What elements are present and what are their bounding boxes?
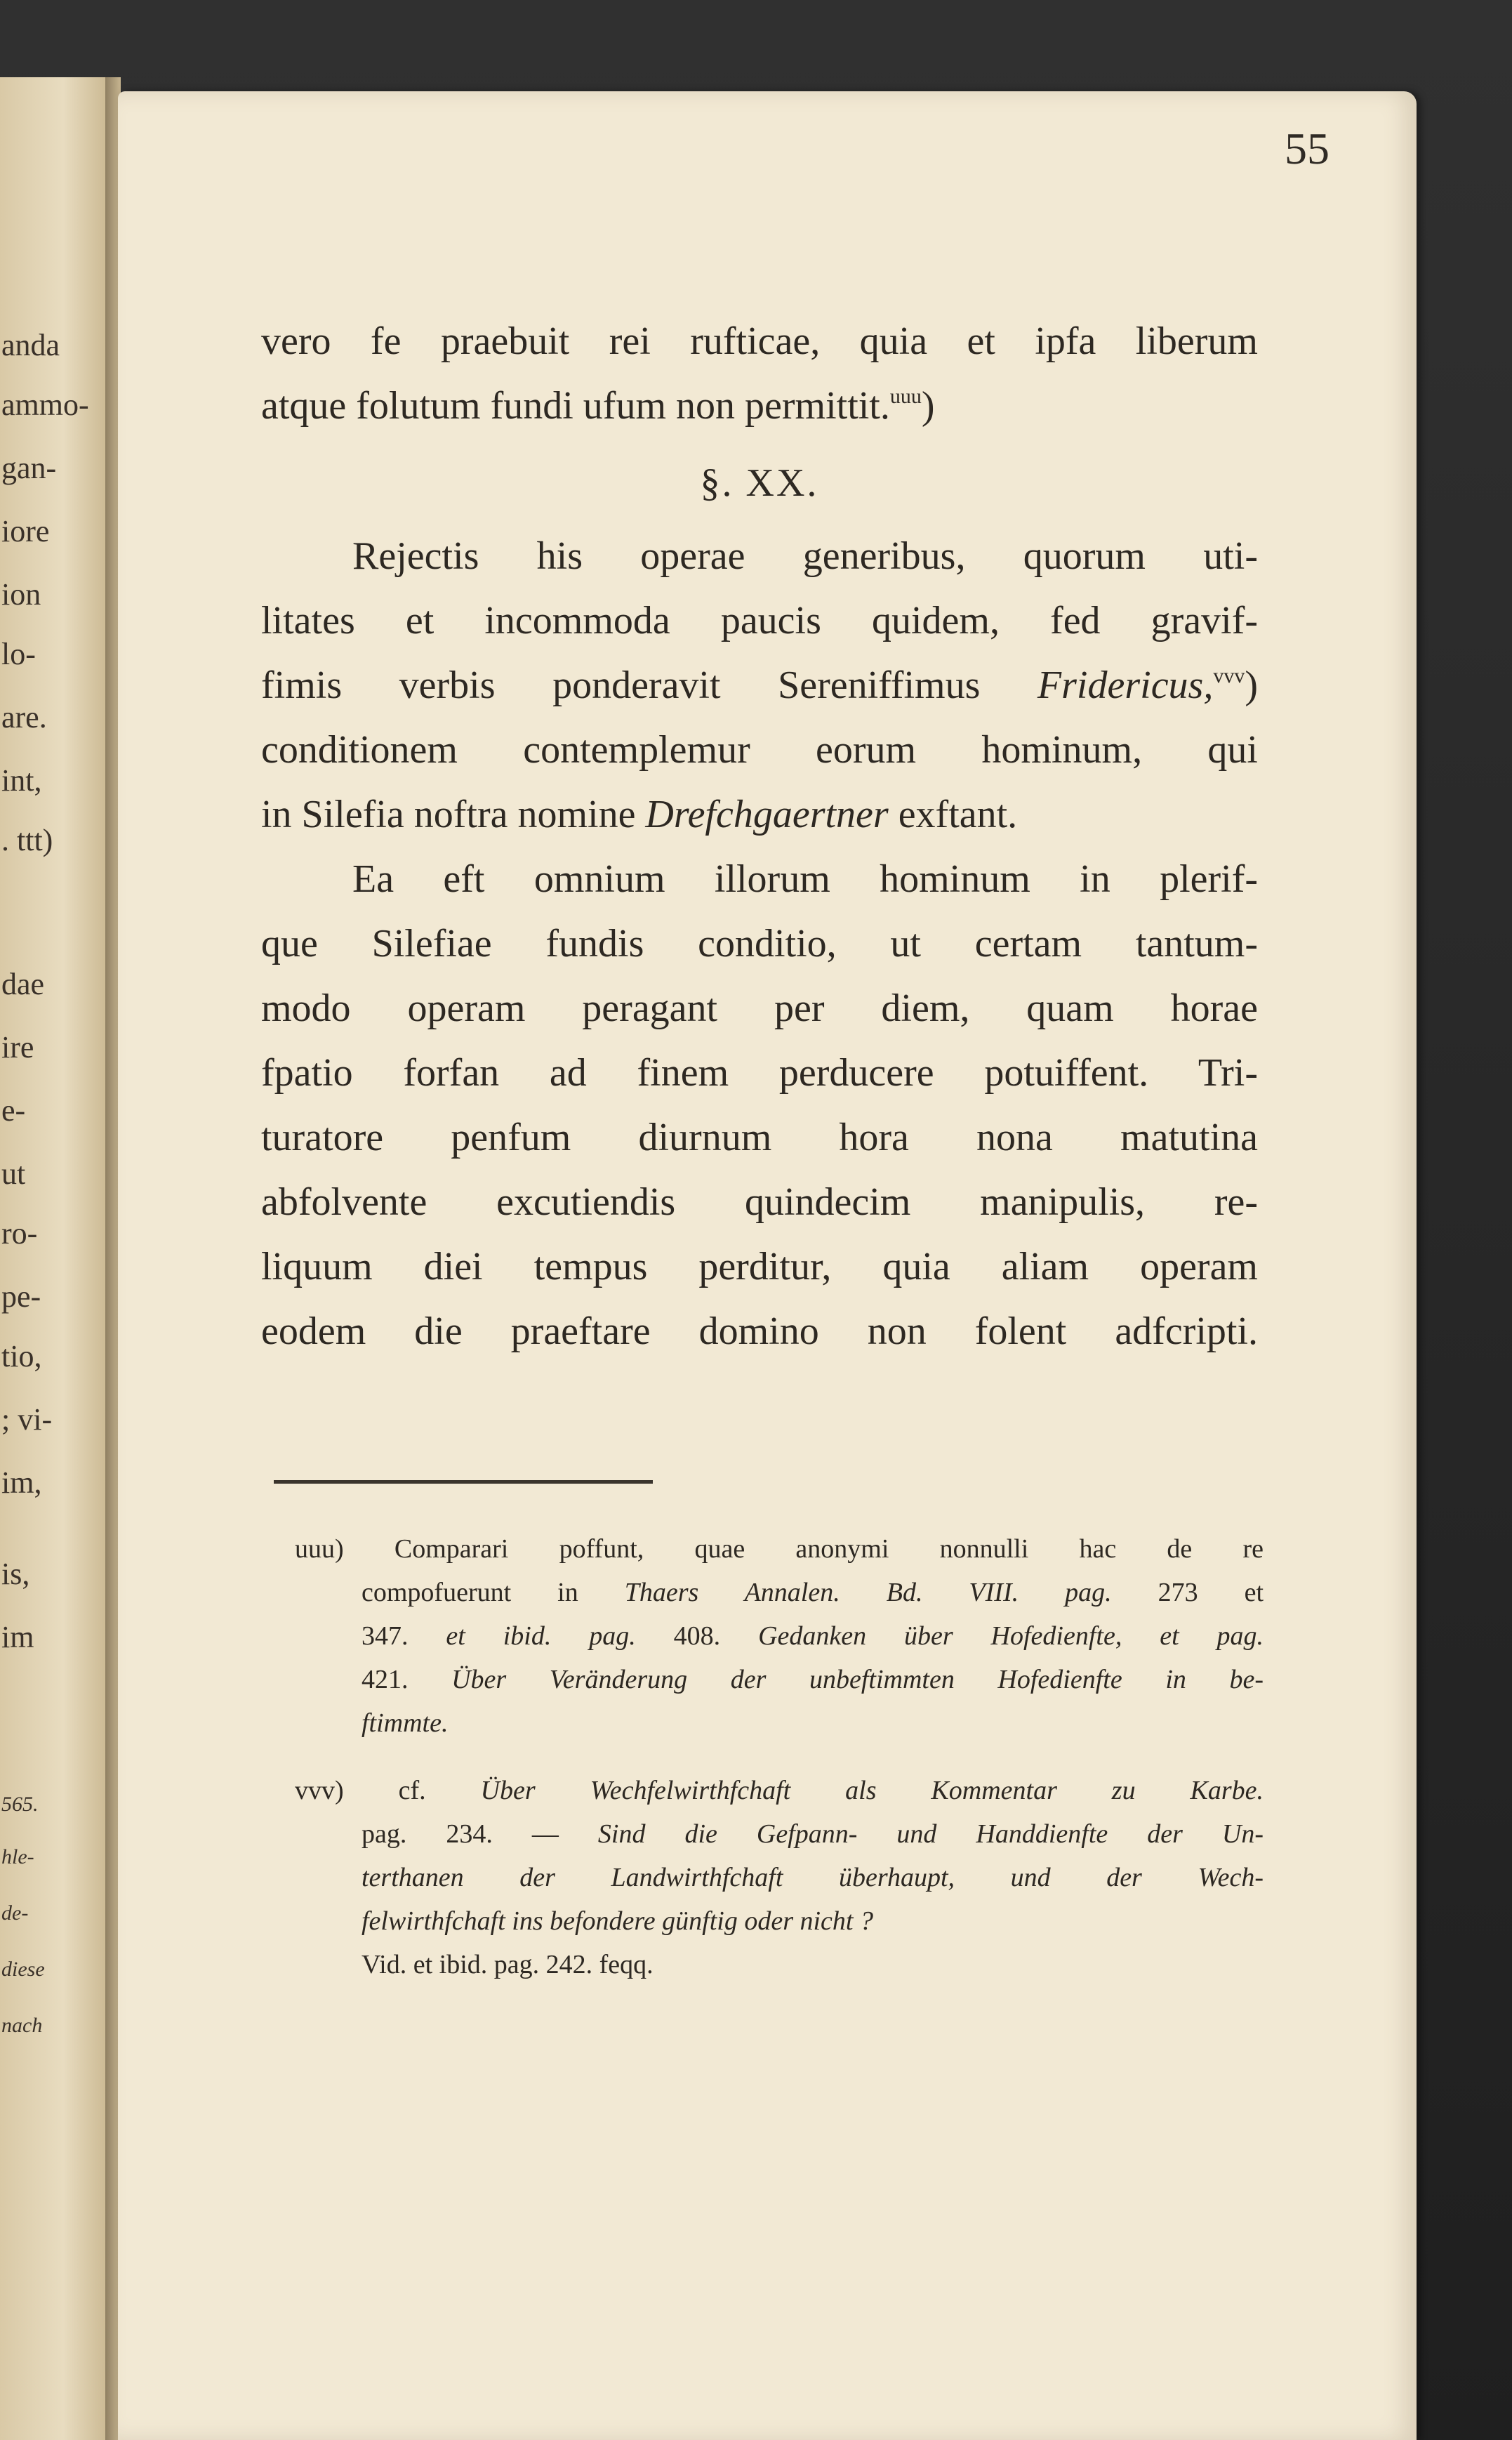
text-line: fimis verbis ponderavit Sereniffimus Fridericus,$^{vvv}$)	[261, 664, 1258, 707]
footnote-line: uuu) Comparari poffunt, quae anonymi nonnulli hac de re	[295, 1534, 1264, 1564]
left-fragment: ire	[1, 1030, 34, 1064]
text-line: litates et incommoda paucis quidem, fed gravif-	[261, 599, 1258, 642]
left-fragment: pe-	[1, 1279, 41, 1314]
text-line: fpatio forfan ad finem perducere potuiffent. Tri-	[261, 1051, 1258, 1095]
text-line: Ea eft omnium illorum hominum in plerif-	[352, 857, 1258, 901]
left-fragment: 565.	[1, 1793, 39, 1816]
section-heading: §. XX.	[700, 461, 819, 505]
footnote-line: 421. Über Veränderung der unbeftimmten Hofedienfte in be-	[362, 1665, 1264, 1694]
left-fragment: ut	[1, 1156, 26, 1191]
left-fragment: im,	[1, 1465, 42, 1500]
footnote-uuu	[295, 1527, 1264, 1745]
text-line: in Silefia noftra nomine Drefchgaertner exftant.	[261, 793, 1018, 836]
left-fragment: de-	[1, 1901, 29, 1925]
footnote-line: compofuerunt in Thaers Annalen. Bd. VIII. pag. 273 et	[362, 1578, 1264, 1607]
left-fragment: ammo-	[1, 388, 89, 422]
left-fragment: e-	[1, 1093, 26, 1128]
left-fragment: lo-	[1, 637, 36, 671]
text-line: que Silefiae fundis conditio, ut certam tantum-	[261, 922, 1258, 965]
left-fragment: ion	[1, 577, 41, 612]
footnote-ref-vvv: vvv	[1213, 664, 1245, 687]
footnote-line: terthanen der Landwirthfchaft überhaupt, und der Wech-	[362, 1863, 1264, 1892]
left-page-fragment	[0, 77, 105, 2440]
left-fragment: im	[1, 1620, 34, 1654]
left-fragment: . ttt)	[1, 823, 53, 857]
left-fragment: int,	[1, 763, 42, 798]
text-line: modo operam peragant per diem, quam horae	[261, 987, 1258, 1030]
text-line: atque folutum fundi ufum non permittit.$^{uuu}$)	[261, 384, 935, 428]
left-fragment: anda	[1, 328, 60, 362]
footnote-line: ftimmte.	[362, 1708, 449, 1738]
footnote-line: pag. 234. — Sind die Gefpann- und Handdienfte der Un-	[362, 1819, 1264, 1849]
left-fragment: hle-	[1, 1845, 34, 1868]
left-fragment: is,	[1, 1557, 30, 1591]
left-fragment: gan-	[1, 451, 57, 485]
left-fragment: diese	[1, 1958, 45, 1981]
footnote-line: felwirthfchaft ins befondere günftig oder nicht ?	[362, 1906, 873, 1936]
left-fragment: ro-	[1, 1216, 38, 1251]
text-line: eodem die praeftare domino non folent adfcripti.	[261, 1310, 1258, 1353]
text-line: vero fe praebuit rei rufticae, quia et ipfa liberum	[261, 319, 1258, 363]
text-line: conditionem contemplemur eorum hominum, qui	[261, 728, 1258, 772]
footnotes	[295, 1527, 1264, 2010]
left-fragment: tio,	[1, 1339, 42, 1373]
left-fragment: iore	[1, 514, 50, 548]
text-line: Rejectis his operae generibus, quorum uti-	[352, 534, 1258, 578]
footnote-line: Vid. et ibid. pag. 242. feqq.	[362, 1950, 654, 1979]
page-number: 55	[1285, 124, 1329, 173]
footnote-vvv	[295, 1769, 1264, 1986]
text-line: turatore penfum diurnum hora nona matutina	[261, 1116, 1258, 1159]
term-drefchgaertner: Drefchgaertner	[645, 793, 889, 836]
footnote-line: 347. et ibid. pag. 408. Gedanken über Hofedienfte, et pag.	[362, 1621, 1264, 1651]
left-fragment: are.	[1, 700, 47, 734]
footnote-line: vvv) cf. Über Wechfelwirthfchaft als Kommentar zu Karbe.	[295, 1776, 1264, 1805]
footnote-ref-uuu: uuu	[889, 385, 922, 408]
text-line: liquum diei tempus perditur, quia aliam operam	[261, 1245, 1258, 1288]
name-fridericus: Fridericus,	[1037, 664, 1214, 707]
footnote-separator	[274, 1480, 653, 1484]
main-text	[261, 309, 1258, 1364]
left-fragment: dae	[1, 967, 45, 1001]
left-fragment: ; vi-	[1, 1402, 53, 1437]
text-line: abfolvente excutiendis quindecim manipulis, re-	[261, 1180, 1258, 1224]
left-fragment: nach	[1, 2014, 43, 2037]
